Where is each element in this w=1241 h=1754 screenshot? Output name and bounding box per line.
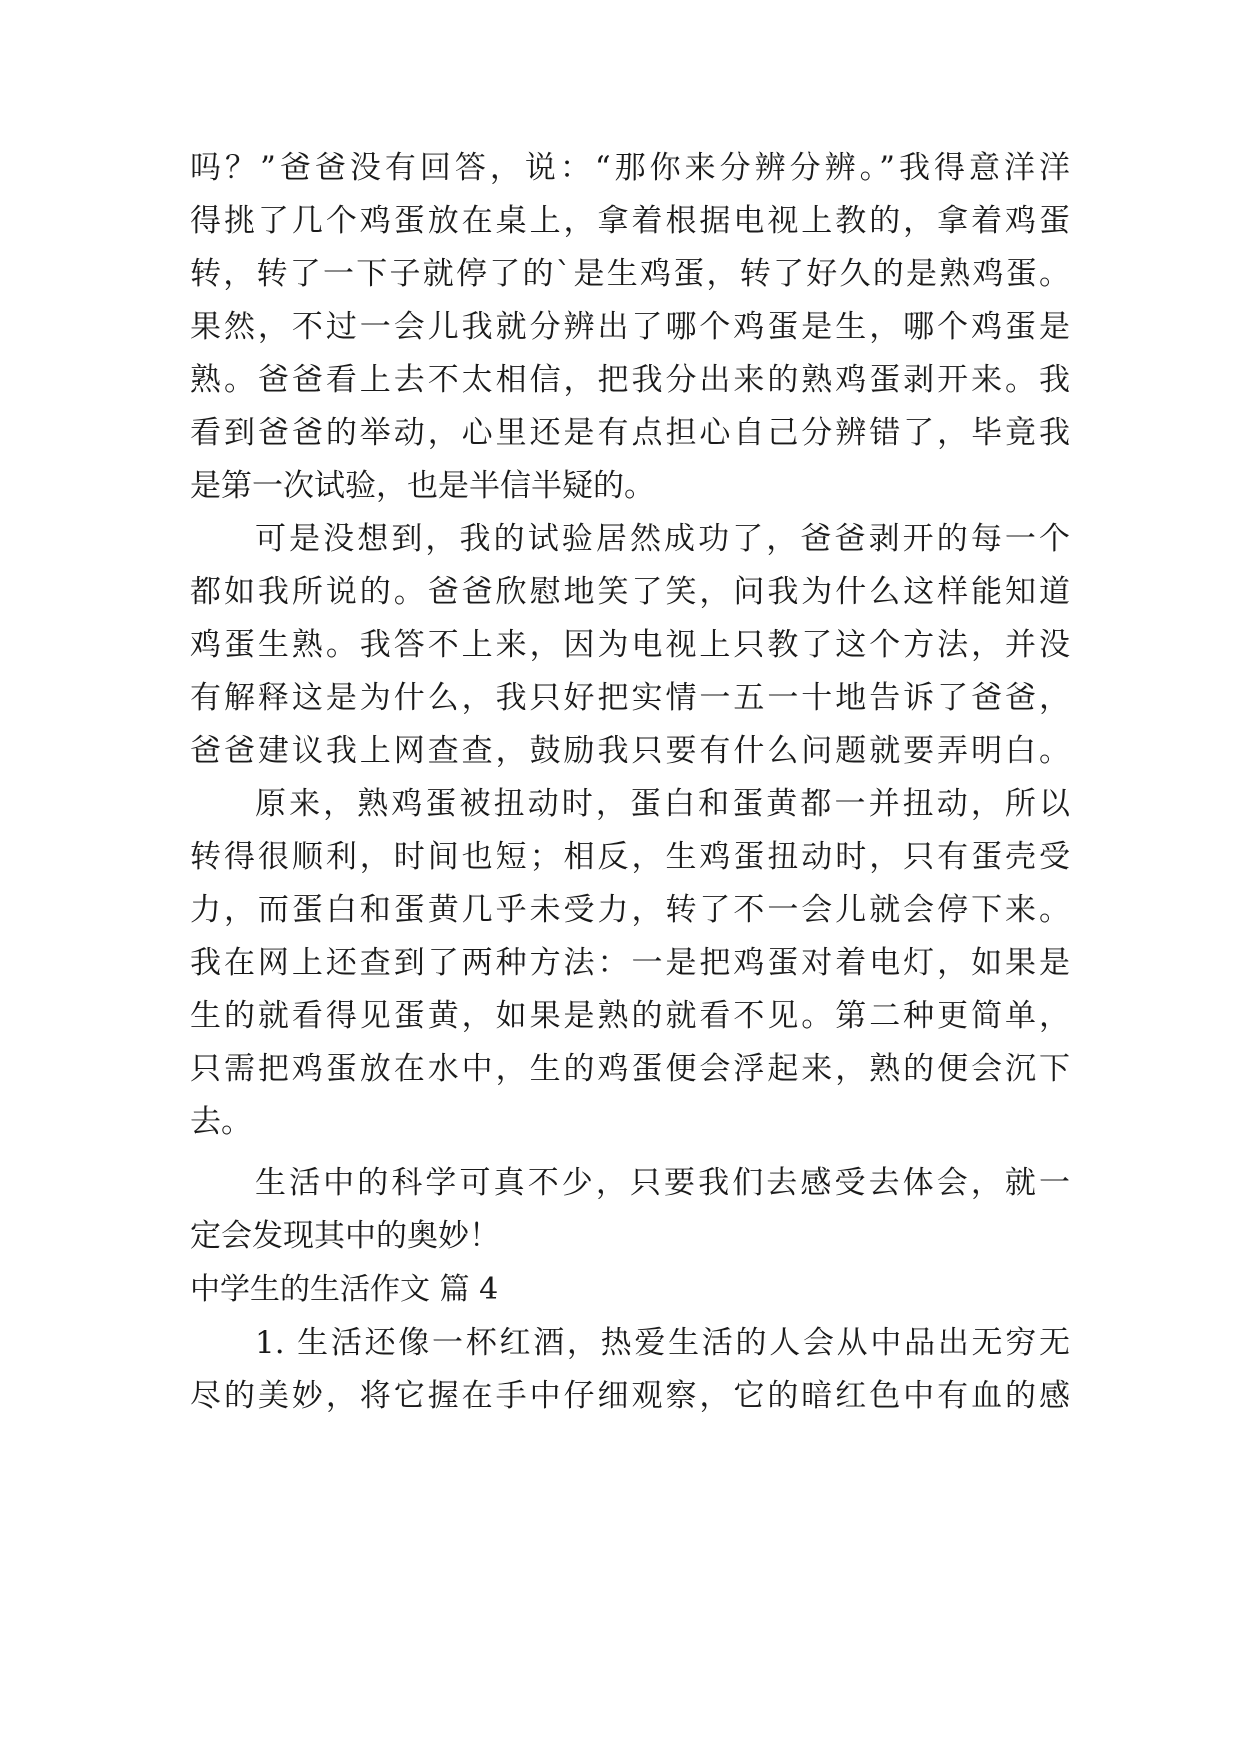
- paragraph-3-line: 转得很顺利，时间也短；相反，生鸡蛋扭动时，只有蛋壳受: [190, 839, 1070, 875]
- paragraph-1-line: 吗？”爸爸没有回答，说：“那你来分辨分辨。”我得意洋洋: [190, 150, 1070, 186]
- paragraph-5-line: 尽的美妙，将它握在手中仔细观察，它的暗红色中有血的感: [190, 1378, 1070, 1414]
- paragraph-2-line: 都如我所说的。爸爸欣慰地笑了笑，问我为什么这样能知道: [190, 574, 1070, 610]
- paragraph-3-line: 我在网上还查到了两种方法：一是把鸡蛋对着电灯，如果是: [190, 945, 1070, 981]
- paragraph-3-line: 力，而蛋白和蛋黄几乎未受力，转了不一会儿就会停下来。: [190, 892, 1070, 928]
- paragraph-1-line: 是第一次试验，也是半信半疑的。: [190, 468, 655, 504]
- paragraph-4-line: 生活中的科学可真不少，只要我们去感受去体会，就一: [255, 1165, 1070, 1201]
- paragraph-2-line: 鸡蛋生熟。我答不上来，因为电视上只教了这个方法，并没: [190, 627, 1070, 663]
- paragraph-1-line: 得挑了几个鸡蛋放在桌上，拿着根据电视上教的，拿着鸡蛋: [190, 203, 1070, 239]
- paragraph-4-line: 定会发现其中的奥妙！: [190, 1218, 500, 1254]
- paragraph-3-line: 去。: [190, 1104, 252, 1140]
- paragraph-3-line: 只需把鸡蛋放在水中，生的鸡蛋便会浮起来，熟的便会沉下: [190, 1051, 1070, 1087]
- paragraph-1-line: 转，转了一下子就停了的`是生鸡蛋，转了好久的是熟鸡蛋。: [190, 256, 1070, 292]
- section-heading: 中学生的生活作文 篇 4: [190, 1272, 499, 1307]
- paragraph-3-line: 原来，熟鸡蛋被扭动时，蛋白和蛋黄都一并扭动，所以: [255, 786, 1070, 822]
- paragraph-5-line: 1. 生活还像一杯红酒，热爱生活的人会从中品出无穷无: [255, 1325, 1070, 1361]
- paragraph-2-line: 可是没想到，我的试验居然成功了，爸爸剥开的每一个: [255, 521, 1070, 557]
- paragraph-3-line: 生的就看得见蛋黄，如果是熟的就看不见。第二种更简单，: [190, 998, 1070, 1034]
- paragraph-2-line: 有解释这是为什么，我只好把实情一五一十地告诉了爸爸，: [190, 680, 1070, 716]
- paragraph-1-line: 熟。爸爸看上去不太相信，把我分出来的熟鸡蛋剥开来。我: [190, 362, 1070, 398]
- paragraph-1-line: 果然，不过一会儿我就分辨出了哪个鸡蛋是生，哪个鸡蛋是: [190, 309, 1070, 345]
- paragraph-1-line: 看到爸爸的举动，心里还是有点担心自己分辨错了，毕竟我: [190, 415, 1070, 451]
- paragraph-2-line: 爸爸建议我上网查查，鼓励我只要有什么问题就要弄明白。: [190, 733, 1070, 769]
